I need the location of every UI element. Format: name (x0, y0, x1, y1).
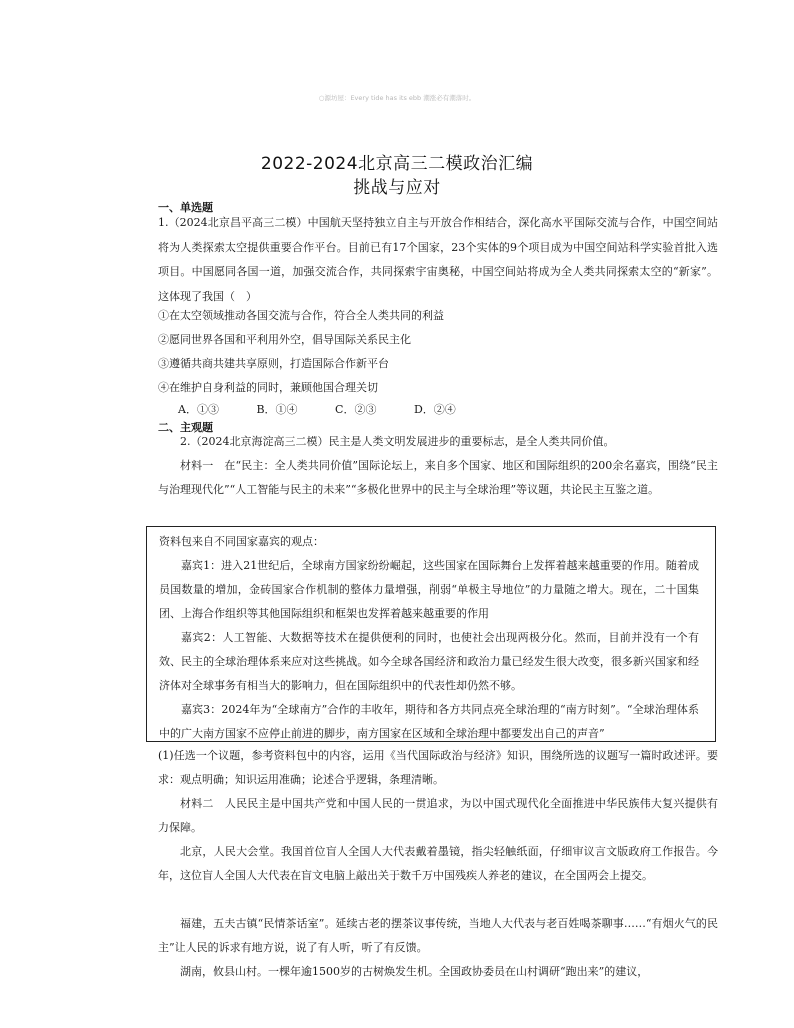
option-a[interactable]: A．①③ (178, 403, 219, 416)
paragraph-hunan: 湖南，攸县山村。一棵年逾1500岁的古树焕发生机。全国政协委员在山村调研“跑出来”的建议， (180, 965, 649, 978)
question-1-options (178, 402, 490, 418)
question-1-item-3: ③遵循共商共建共享原则，打造国际合作新平台 (158, 357, 389, 370)
option-d[interactable]: D．②④ (413, 403, 456, 416)
option-c[interactable]: C．②③ (335, 403, 377, 416)
option-b[interactable]: B．①④ (256, 403, 298, 416)
document-subtitle: 挑战与应对 (353, 178, 441, 198)
document-title: 2022-2024北京高三二模政治汇编 (260, 154, 534, 174)
section-heading-subjective: 二、主观题 (158, 421, 213, 434)
paragraph-beijing: 北京，人民大会堂。我国首位盲人全国人大代表戴着墨镜，指尖轻触纸面，仔细审议言文版政府工作报告。今年，这位盲人全国人大代表在盲文电脑上敲出关于数千万中国残疾人养老的建议，在全国两会上提交。 (158, 845, 718, 882)
question-2-stem: 2.（2024北京海淀高三二模）民主是人类文明发展进步的重要标志，是全人类共同价值。 (180, 435, 615, 448)
box-guest-2: 嘉宾2：人工智能、大数据等技术在提供便利的同时，也使社会出现两极分化。然而，目前并没有一个有效、民主的全球治理体系来应对这些挑战。如今全球各国经济和政治力量已经发生很大改变，很多新兴国家和经济体对全球事务有相当大的影响力，但在国际组织中的代表性却仍然不够。 (159, 631, 699, 692)
question-2-material-2: 材料二 人民民主是中国共产党和中国人民的一贯追求，为以中国式现代化全面推进中华民族伟大复兴提供有力保障。 (158, 797, 718, 834)
question-1-item-2: ②愿同世界各国和平利用外空，倡导国际关系民主化 (158, 333, 411, 346)
question-1-item-1: ①在太空领域推动各国交流与合作，符合全人类共同的利益 (158, 309, 444, 322)
question-1-item-4: ④在维护自身利益的同时，兼顾他国合理关切 (158, 381, 378, 394)
section-heading-single-choice: 一、单选题 (158, 201, 213, 214)
question-2-subquestion-1: (1)任选一个议题，参考资料包中的内容，运用《当代国际政治与经济》知识，围绕所选的议题写一篇时政述评。要求：观点明确；知识运用准确；论述合乎逻辑，条理清晰。 (158, 749, 718, 786)
paragraph-fujian: 福建，五夫古镇“民情茶话室”。延续古老的摆茶议事传统，当地人大代表与老百姓喝茶聊事……“有烟火气的民主”让人民的诉求有地方说，说了有人听，听了有反馈。 (158, 917, 718, 954)
page-watermark: ○源坊屋：Every tide has its ebb 潮涨必有潮落时。 (318, 94, 476, 102)
material-box (146, 526, 716, 742)
box-intro: 资料包来自不同国家嘉宾的观点： (159, 535, 324, 548)
question-1-stem: 1.（2024北京昌平高三二模）中国航天坚持独立自主与开放合作相结合，深化高水平国际交流与合作，中国空间站将为人类探索太空提供重要合作平台。目前已有17个国家，23个实体的9个项目成为中国空间站科学实验首批入选项目。中国愿同各国一道，加强交流合作，共同探索宇宙奥秘，中国空间站将成为全人类共同探索太空的“新家”。这体现了我国（ ） (158, 216, 718, 303)
box-guest-1: 嘉宾1：进入21世纪后，全球南方国家纷纷崛起，这些国家在国际舞台上发挥着越来越重要的作用。随着成员国数量的增加，金砖国家合作机制的整体力量增强，削弱“单极主导地位”的力量随之增大。现在，二十国集团、上海合作组织等其他国际组织和框架也发挥着越来越重要的作用 (159, 559, 699, 620)
question-2-material-1: 材料一 在“民主：全人类共同价值”国际论坛上，来自多个国家、地区和国际组织的200余名嘉宾，围绕“民主与治理现代化”“人工智能与民主的未来”“多极化世界中的民主与全球治理”等议题，共论民主互鉴之道。 (158, 459, 718, 496)
box-guest-3: 嘉宾3：2024年为“全球南方”合作的丰收年，期待和各方共同点亮全球治理的“南方时刻”。“全球治理体系中的广大南方国家不应停止前进的脚步，南方国家在区域和全球治理中都要发出自己的声音” (159, 703, 699, 740)
